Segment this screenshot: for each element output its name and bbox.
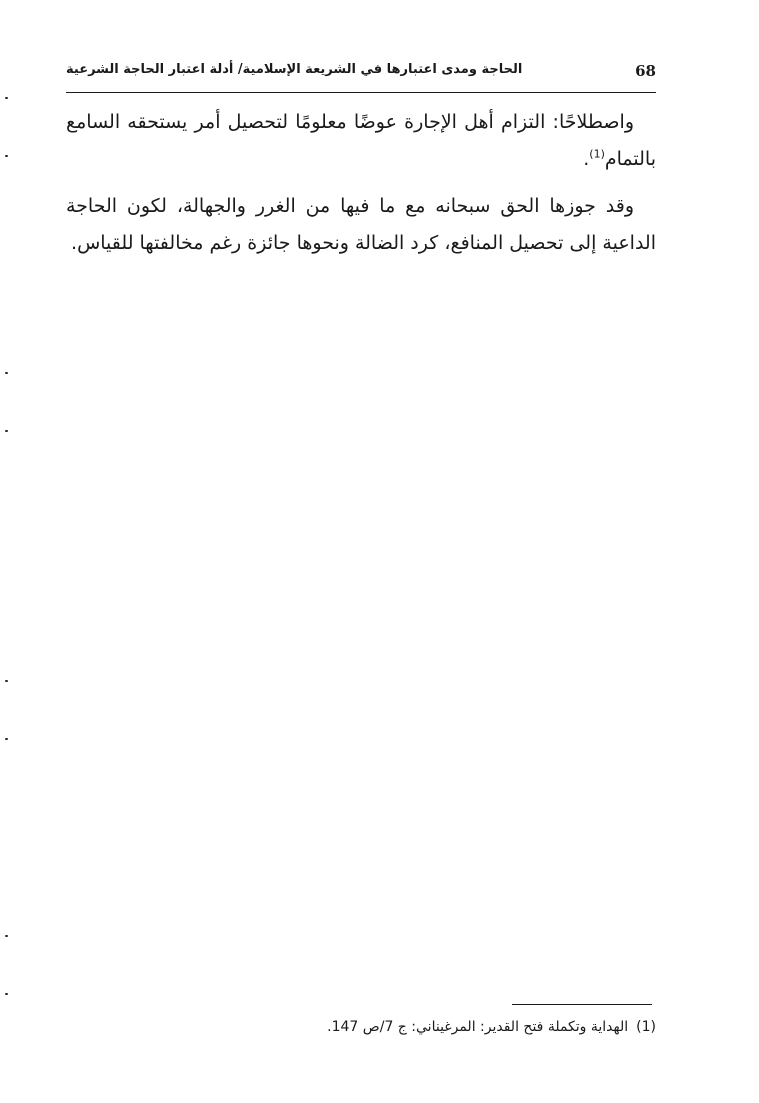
scan-speck (5, 97, 8, 99)
footnote-reference: (1) (589, 147, 605, 161)
header-divider (66, 92, 656, 93)
scan-speck (5, 935, 8, 937)
footnote (266, 1016, 656, 1038)
footnote-divider (512, 1004, 652, 1005)
footnote-text: الهداية وتكملة فتح القدير: المرغيناني: ج 7/ص 147. (327, 1019, 629, 1035)
paragraph-text: واصطلاحًا: التزام أهل الإجارة عوضًا معلومًا لتحصيل أمر يستحقه السامع بالتمام (66, 111, 656, 170)
scan-speck (5, 680, 8, 682)
scan-speck (5, 993, 8, 995)
scan-speck (5, 155, 8, 157)
paragraph-text: وقد جوزها الحق سبحانه مع ما فيها من الغرر والجهالة، لكون الحاجة الداعية إلى تحصيل المنافع، كرد الضالة ونحوها جائزة رغم مخالفتها للقياس. (66, 195, 656, 254)
paragraph (66, 188, 656, 262)
running-header-title: الحاجة ومدى اعتبارها في الشريعة الإسلامية/ أدلة اعتبار الحاجة الشرعية (66, 62, 523, 77)
main-text (66, 104, 656, 262)
scan-speck (5, 372, 8, 374)
scan-speck (5, 430, 8, 432)
footnote-number: (1) (636, 1019, 656, 1035)
running-header (66, 58, 656, 90)
paragraph-tail: . (583, 148, 590, 170)
scan-speck (5, 738, 8, 740)
page-number: 68 (635, 62, 656, 80)
paragraph (66, 104, 656, 178)
